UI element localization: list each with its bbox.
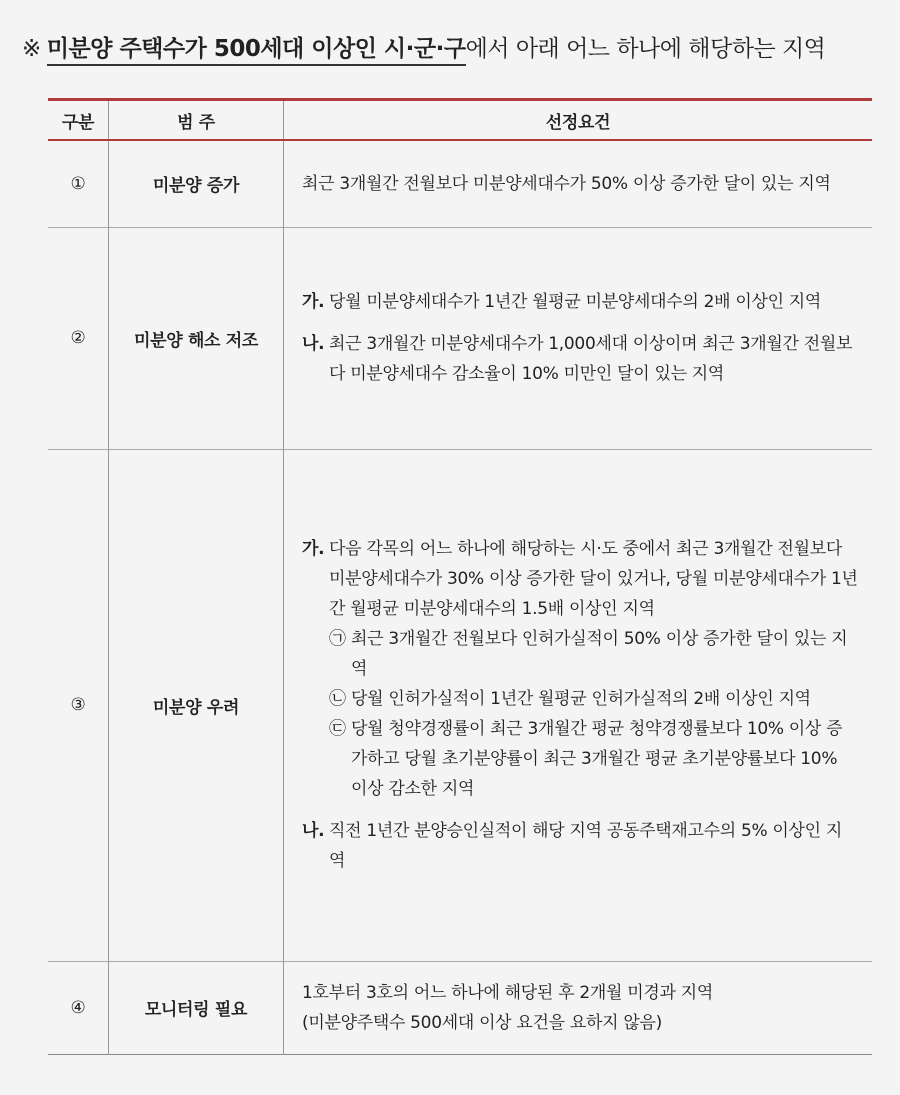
row-number: ③ — [48, 449, 109, 961]
table-row — [48, 449, 872, 961]
criteria-item — [302, 329, 858, 389]
item-text: 최근 3개월간 미분양세대수가 1,000세대 이상이며 최근 3개월간 전월보다 미분양세대수 감소율이 10% 미만인 달이 있는 지역 — [329, 334, 853, 384]
table-row — [48, 140, 872, 227]
item-label: 나. — [302, 821, 325, 841]
row-category: 미분양 우려 — [109, 449, 284, 961]
item-text: 당월 미분양세대수가 1년간 월평균 미분양세대수의 2배 이상인 지역 — [329, 292, 822, 312]
item-text: 다음 각목의 어느 하나에 해당하는 시·도 중에서 최근 3개월간 전월보다 미분양세대수가 30% 이상 증가한 달이 있거나, 당월 미분양세대수가 1년간 월평균 미분양세대수의 1.5배 이상인 지역 — [329, 539, 858, 619]
table-header-row — [48, 100, 872, 141]
criteria-table — [48, 98, 872, 1055]
reference-mark: ※ — [22, 36, 41, 62]
heading-rest: 에서 아래 어느 하나에 해당하는 지역 — [465, 36, 826, 62]
subitem-label: ㉢ — [329, 719, 346, 739]
row-category: 미분양 증가 — [109, 140, 284, 227]
criteria-item — [302, 287, 858, 317]
row-criteria — [284, 449, 873, 961]
table-row — [48, 227, 872, 449]
row-category: 미분양 해소 저조 — [109, 227, 284, 449]
criteria-subitem — [329, 714, 858, 804]
item-label: 가. — [302, 539, 325, 559]
item-text: 직전 1년간 분양승인실적이 해당 지역 공동주택재고수의 5% 이상인 지역 — [329, 821, 843, 871]
subitem-label: ㉡ — [329, 689, 346, 709]
item-label: 나. — [302, 334, 325, 354]
row-number: ② — [48, 227, 109, 449]
criteria-item — [302, 534, 858, 624]
subitem-text: 당월 인허가실적이 1년간 월평균 인허가실적의 2배 이상인 지역 — [351, 689, 811, 709]
subitem-text: 최근 3개월간 전월보다 인허가실적이 50% 이상 증가한 달이 있는 지역 — [351, 629, 848, 679]
criteria-subitem — [329, 624, 858, 684]
criteria-text: 최근 3개월간 전월보다 미분양세대수가 50% 이상 증가한 달이 있는 지역 — [302, 173, 831, 194]
row-number: ① — [48, 140, 109, 227]
row-number: ④ — [48, 961, 109, 1054]
criteria-note: (미분양주택수 500세대 이상 요건을 요하지 않음) — [302, 1012, 662, 1033]
item-label: 가. — [302, 292, 325, 312]
row-criteria — [284, 140, 873, 227]
subitem-label: ㉠ — [329, 629, 346, 649]
row-criteria — [284, 227, 873, 449]
heading-emphasis: 미분양 주택수가 500세대 이상인 시·군·구 — [47, 36, 466, 66]
page-heading — [22, 30, 825, 63]
criteria-item — [302, 816, 858, 876]
header-division: 구분 — [61, 112, 95, 133]
row-criteria — [284, 961, 873, 1054]
header-criteria: 선정요건 — [284, 100, 873, 141]
criteria-text: 1호부터 3호의 어느 하나에 해당된 후 2개월 미경과 지역 — [302, 982, 713, 1003]
criteria-subitem — [329, 684, 858, 714]
table-row — [48, 961, 872, 1054]
row-category: 모니터링 필요 — [109, 961, 284, 1054]
header-category: 범 주 — [109, 100, 284, 141]
subitem-text: 당월 청약경쟁률이 최근 3개월간 평균 청약경쟁률보다 10% 이상 증가하고 당월 초기분양률이 최근 3개월간 평균 초기분양률보다 10% 이상 감소한 지역 — [351, 719, 843, 799]
